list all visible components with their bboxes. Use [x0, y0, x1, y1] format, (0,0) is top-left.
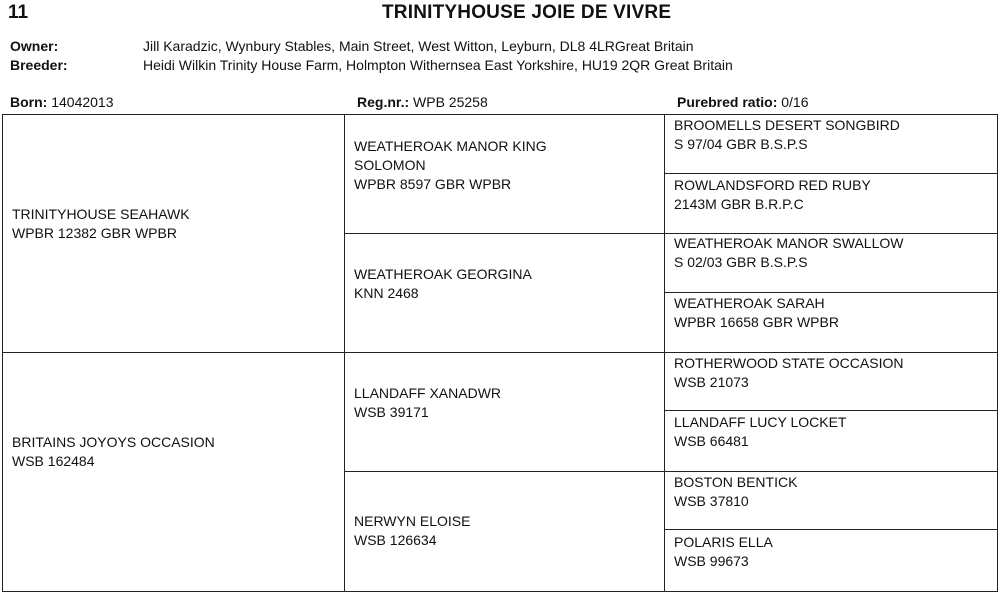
great-grandparent-cell [665, 533, 997, 571]
sire-cell [3, 205, 343, 243]
great-grandparent-reg: S 02/03 GBR B.S.P.S [674, 254, 808, 270]
great-grandparent-cell [665, 116, 997, 154]
grandparent-reg: WPBR 8597 GBR WPBR [354, 176, 512, 192]
breeder-value: Heidi Wilkin Trinity House Farm, Holmpton Withernsea East Yorkshire, HU19 2QR Great Britain [143, 57, 733, 73]
pedigree-divider [344, 471, 997, 472]
great-grandparent-cell [665, 354, 997, 392]
great-grandparent-cell [665, 176, 997, 214]
regnr-value: WPB 25258 [413, 94, 488, 110]
dam-cell [3, 433, 343, 471]
great-grandparent-cell [665, 234, 997, 272]
great-grandparent-name: POLARIS ELLA [674, 534, 773, 550]
great-grandparent-reg: 2143M GBR B.R.P.C [674, 196, 804, 212]
grandparent-cell [345, 384, 663, 422]
grandparent-name: NERWYN ELOISE [354, 513, 471, 529]
pedigree-divider [664, 292, 997, 293]
grandparent-name: WEATHEROAK GEORGINA [354, 266, 532, 282]
born-info [10, 94, 114, 110]
great-grandparent-reg: WSB 66481 [674, 433, 749, 449]
great-grandparent-cell [665, 294, 997, 332]
grandparent-reg: KNN 2468 [354, 285, 419, 301]
owner-value: Jill Karadzic, Wynbury Stables, Main Street, West Witton, Leyburn, DL8 4LRGreat Britain [143, 38, 694, 54]
great-grandparent-name: WEATHEROAK MANOR SWALLOW [674, 235, 904, 251]
great-grandparent-name: BOSTON BENTICK [674, 474, 798, 490]
owner-label: Owner: [10, 38, 59, 54]
great-grandparent-name: LLANDAFF LUCY LOCKET [674, 414, 847, 430]
grandparent-name: WEATHEROAK MANOR KING SOLOMON [354, 138, 547, 173]
pedigree-divider [664, 173, 997, 174]
sire-reg: WPBR 12382 GBR WPBR [12, 225, 177, 241]
pedigree-divider [664, 410, 997, 411]
great-grandparent-name: WEATHEROAK SARAH [674, 295, 825, 311]
grandparent-reg: WSB 39171 [354, 404, 429, 420]
regnr-info [357, 94, 488, 110]
great-grandparent-name: BROOMELLS DESERT SONGBIRD [674, 117, 900, 133]
great-grandparent-reg: S 97/04 GBR B.S.P.S [674, 136, 808, 152]
great-grandparent-reg: WPBR 16658 GBR WPBR [674, 314, 839, 330]
regnr-label: Reg.nr.: [357, 94, 410, 110]
great-grandparent-cell [665, 413, 997, 451]
dam-reg: WSB 162484 [12, 453, 95, 469]
great-grandparent-reg: WSB 37810 [674, 493, 749, 509]
grandparent-cell [345, 512, 663, 550]
grandparent-cell [345, 265, 663, 303]
pedigree-divider [3, 352, 997, 353]
breeder-label: Breeder: [10, 57, 68, 73]
great-grandparent-name: ROWLANDSFORD RED RUBY [674, 177, 871, 193]
great-grandparent-cell [665, 473, 997, 511]
grandparent-name: LLANDAFF XANADWR [354, 385, 502, 401]
lot-number: 11 [8, 2, 29, 23]
grandparent-reg: WSB 126634 [354, 532, 437, 548]
pedigree-divider [664, 529, 997, 530]
dam-name: BRITAINS JOYOYS OCCASION [12, 434, 215, 450]
great-grandparent-reg: WSB 21073 [674, 374, 749, 390]
purebred-label: Purebred ratio: [677, 94, 778, 110]
purebred-value: 0/16 [781, 94, 809, 110]
great-grandparent-name: ROTHERWOOD STATE OCCASION [674, 355, 904, 371]
pedigree-table [2, 114, 998, 592]
born-label: Born: [10, 94, 48, 110]
purebred-info [677, 94, 809, 110]
grandparent-cell [345, 137, 595, 194]
horse-name-title: TRINITYHOUSE JOIE DE VIVRE [382, 2, 672, 23]
born-value: 14042013 [51, 94, 114, 110]
great-grandparent-reg: WSB 99673 [674, 553, 749, 569]
sire-name: TRINITYHOUSE SEAHAWK [12, 206, 190, 222]
